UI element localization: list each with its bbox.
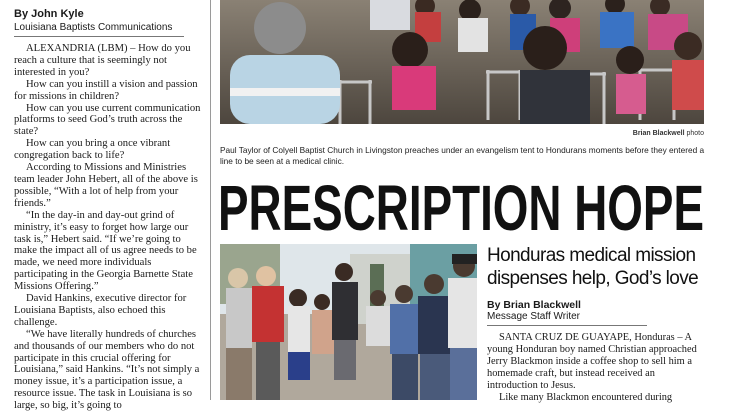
- left-paragraph: ALEXANDRIA (LBM) – How do you reach a culture that is seemingly not interested in you?: [14, 43, 191, 78]
- clinic-line-illustration: [220, 244, 477, 400]
- main-headline: [218, 170, 708, 244]
- left-paragraph: According to Missions and Ministries team leader John Hebert, all of the above is possible, “With a lot of help from your friends.”: [14, 162, 198, 209]
- left-paragraph: How can you instill a vision and passion for missions in children?: [14, 78, 198, 102]
- subheadline-line-1: Honduras medical mission: [487, 245, 696, 266]
- left-byline-org: Louisiana Baptists Communications: [14, 21, 184, 37]
- column-divider: [210, 0, 211, 400]
- bottom-photo-clinic-line: [220, 244, 477, 400]
- left-paragraph: How can you use current communication platforms to seed God’s truth across the state?: [14, 102, 201, 138]
- crowd-illustration: [220, 0, 704, 124]
- top-photo-credit: [220, 130, 704, 137]
- subheadline: [487, 244, 707, 290]
- right-paragraph: SANTA CRUZ DE GUAYAPE, Honduras – A young Honduran boy named Christian approached Jerry Blackmon inside a coffee shop to sell him a homemade craft, but instead received an introduction to Jesus.: [487, 332, 697, 391]
- left-paragraph: David Hankins, executive director for Louisiana Baptists, also echoed this challenge.: [14, 293, 187, 328]
- right-byline-name: By Brian Blackwell: [487, 299, 581, 311]
- left-article-body: [14, 43, 206, 412]
- left-byline-name: By John Kyle: [14, 8, 84, 20]
- right-paragraph: Like many Blackmon encountered during: [499, 391, 673, 403]
- subheadline-line-2: dispenses help, God’s love: [487, 268, 699, 289]
- left-paragraph: “In the day-in and day-out grind of ministry, it’s easy to forget how large our task is,” Hebert said. “If we’re going to make the impact all of us agree needs to be made, we need more individuals participating in the Georgia Barnette State Missions Offering.”: [14, 209, 197, 293]
- headline-svg: [218, 170, 708, 244]
- photo-credit-suffix: photo: [686, 130, 704, 137]
- top-photo-caption: Paul Taylor of Colyell Baptist Church in Livingston preaches under an evangelism tent to Hondurans moments before they entered a line to be seen at a medical clinic.: [220, 145, 705, 166]
- photo-credit-name: Brian Blackwell: [632, 130, 685, 137]
- left-paragraph: How can you bring a once vibrant congregation back to life?: [14, 138, 171, 162]
- right-byline-role: Message Staff Writer: [487, 311, 647, 326]
- left-paragraph: “We have literally hundreds of churches and thousands of our members who do not participate in this crucial offering for Louisiana,” said Hankins. “It’s not simply a money issue, it’s a participation issue, a resource issue. The task in Louisiana is so large, so big, it’s going to: [14, 328, 200, 412]
- left-article: [14, 8, 206, 412]
- right-article: [487, 244, 707, 403]
- headline-text: PRESCRIPTION HOPE: [218, 172, 704, 244]
- top-photo-tent-crowd: [220, 0, 704, 124]
- right-article-body: [487, 332, 707, 403]
